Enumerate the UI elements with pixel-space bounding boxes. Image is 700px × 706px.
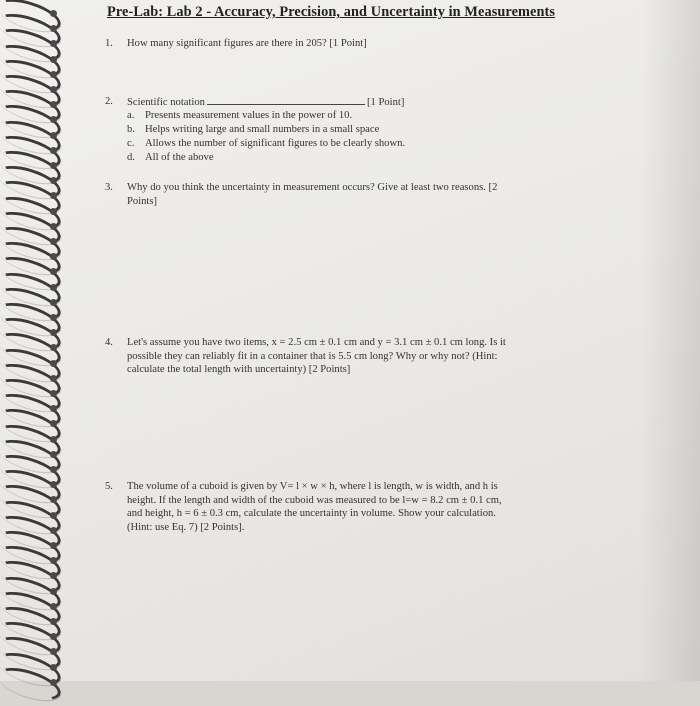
binding-hole (50, 314, 57, 321)
question-points: [1 Point] (366, 97, 405, 108)
binding-hole (50, 679, 57, 686)
binding-hole (50, 451, 57, 458)
binding-hole (50, 208, 57, 215)
question-text (127, 95, 613, 110)
binding-hole (50, 466, 57, 473)
binding-hole (50, 360, 57, 367)
spiral-binding (0, 0, 70, 681)
binding-hole (50, 618, 57, 625)
question-number: 4. (105, 337, 113, 348)
binding-hole (50, 603, 57, 610)
binding-hole (50, 436, 57, 443)
binding-hole (50, 10, 57, 17)
binding-hole (50, 390, 57, 397)
binding-hole (50, 299, 57, 306)
page-title: Pre-Lab: Lab 2 - Accuracy, Precision, and Uncertainty in Measurements (107, 4, 556, 20)
question-number: 5. (105, 481, 113, 492)
binding-hole (50, 284, 57, 291)
binding-hole (50, 56, 57, 63)
page-shadow (640, 0, 700, 681)
binding-hole (50, 162, 57, 169)
option-c[interactable]: c. Allows the number of significant figures to be clearly shown. (127, 138, 406, 149)
question-number: 1. (105, 38, 113, 49)
option-a[interactable]: a. Presents measurement values in the power of 10. (127, 110, 353, 121)
option-d[interactable]: d. All of the above (127, 152, 214, 163)
option-b[interactable]: b. Helps writing large and small numbers in a small space (127, 124, 380, 135)
question-prefix: Scientific notation (127, 97, 205, 108)
binding-hole (50, 542, 57, 549)
binding-hole (50, 132, 57, 139)
binding-hole (50, 86, 57, 93)
question-text: How many significant figures are there in 205? [1 Point] (127, 38, 367, 49)
answer-blank[interactable] (207, 95, 365, 105)
question-number: 3. (105, 182, 113, 193)
question-number: 2. (105, 96, 113, 107)
binding-hole (50, 71, 57, 78)
binding-hole (50, 527, 57, 534)
binding-hole (50, 238, 57, 245)
binding-hole (50, 512, 57, 519)
question-text: Why do you think the uncertainty in measurement occurs? Give at least two reasons. [2 Points] (127, 182, 498, 207)
question-text: The volume of a cuboid is given by V= l × w × h, where l is length, w is width, and h is height. If the length and width of the cuboid was measured to be l=w = 8.2 cm ± 0.1 cm, and height, h = 6 ± 0.3 cm, calculate the uncertainty in volume. Show your calculation. (Hint: use Eq. 7) [2 Points]. (127, 481, 502, 533)
binding-hole (50, 147, 57, 154)
binding-hole (50, 588, 57, 595)
binding-hole (50, 375, 57, 382)
binding-hole (50, 664, 57, 671)
binding-hole (50, 223, 57, 230)
question-text: Let's assume you have two items, x = 2.5 cm ± 0.1 cm and y = 3.1 cm ± 0.1 cm long. Is it possible they can reliably fit in a container that is 5.5 cm long? Why or why not? (Hint: calculate the total length with uncertainty) [2 Points] (127, 337, 506, 375)
